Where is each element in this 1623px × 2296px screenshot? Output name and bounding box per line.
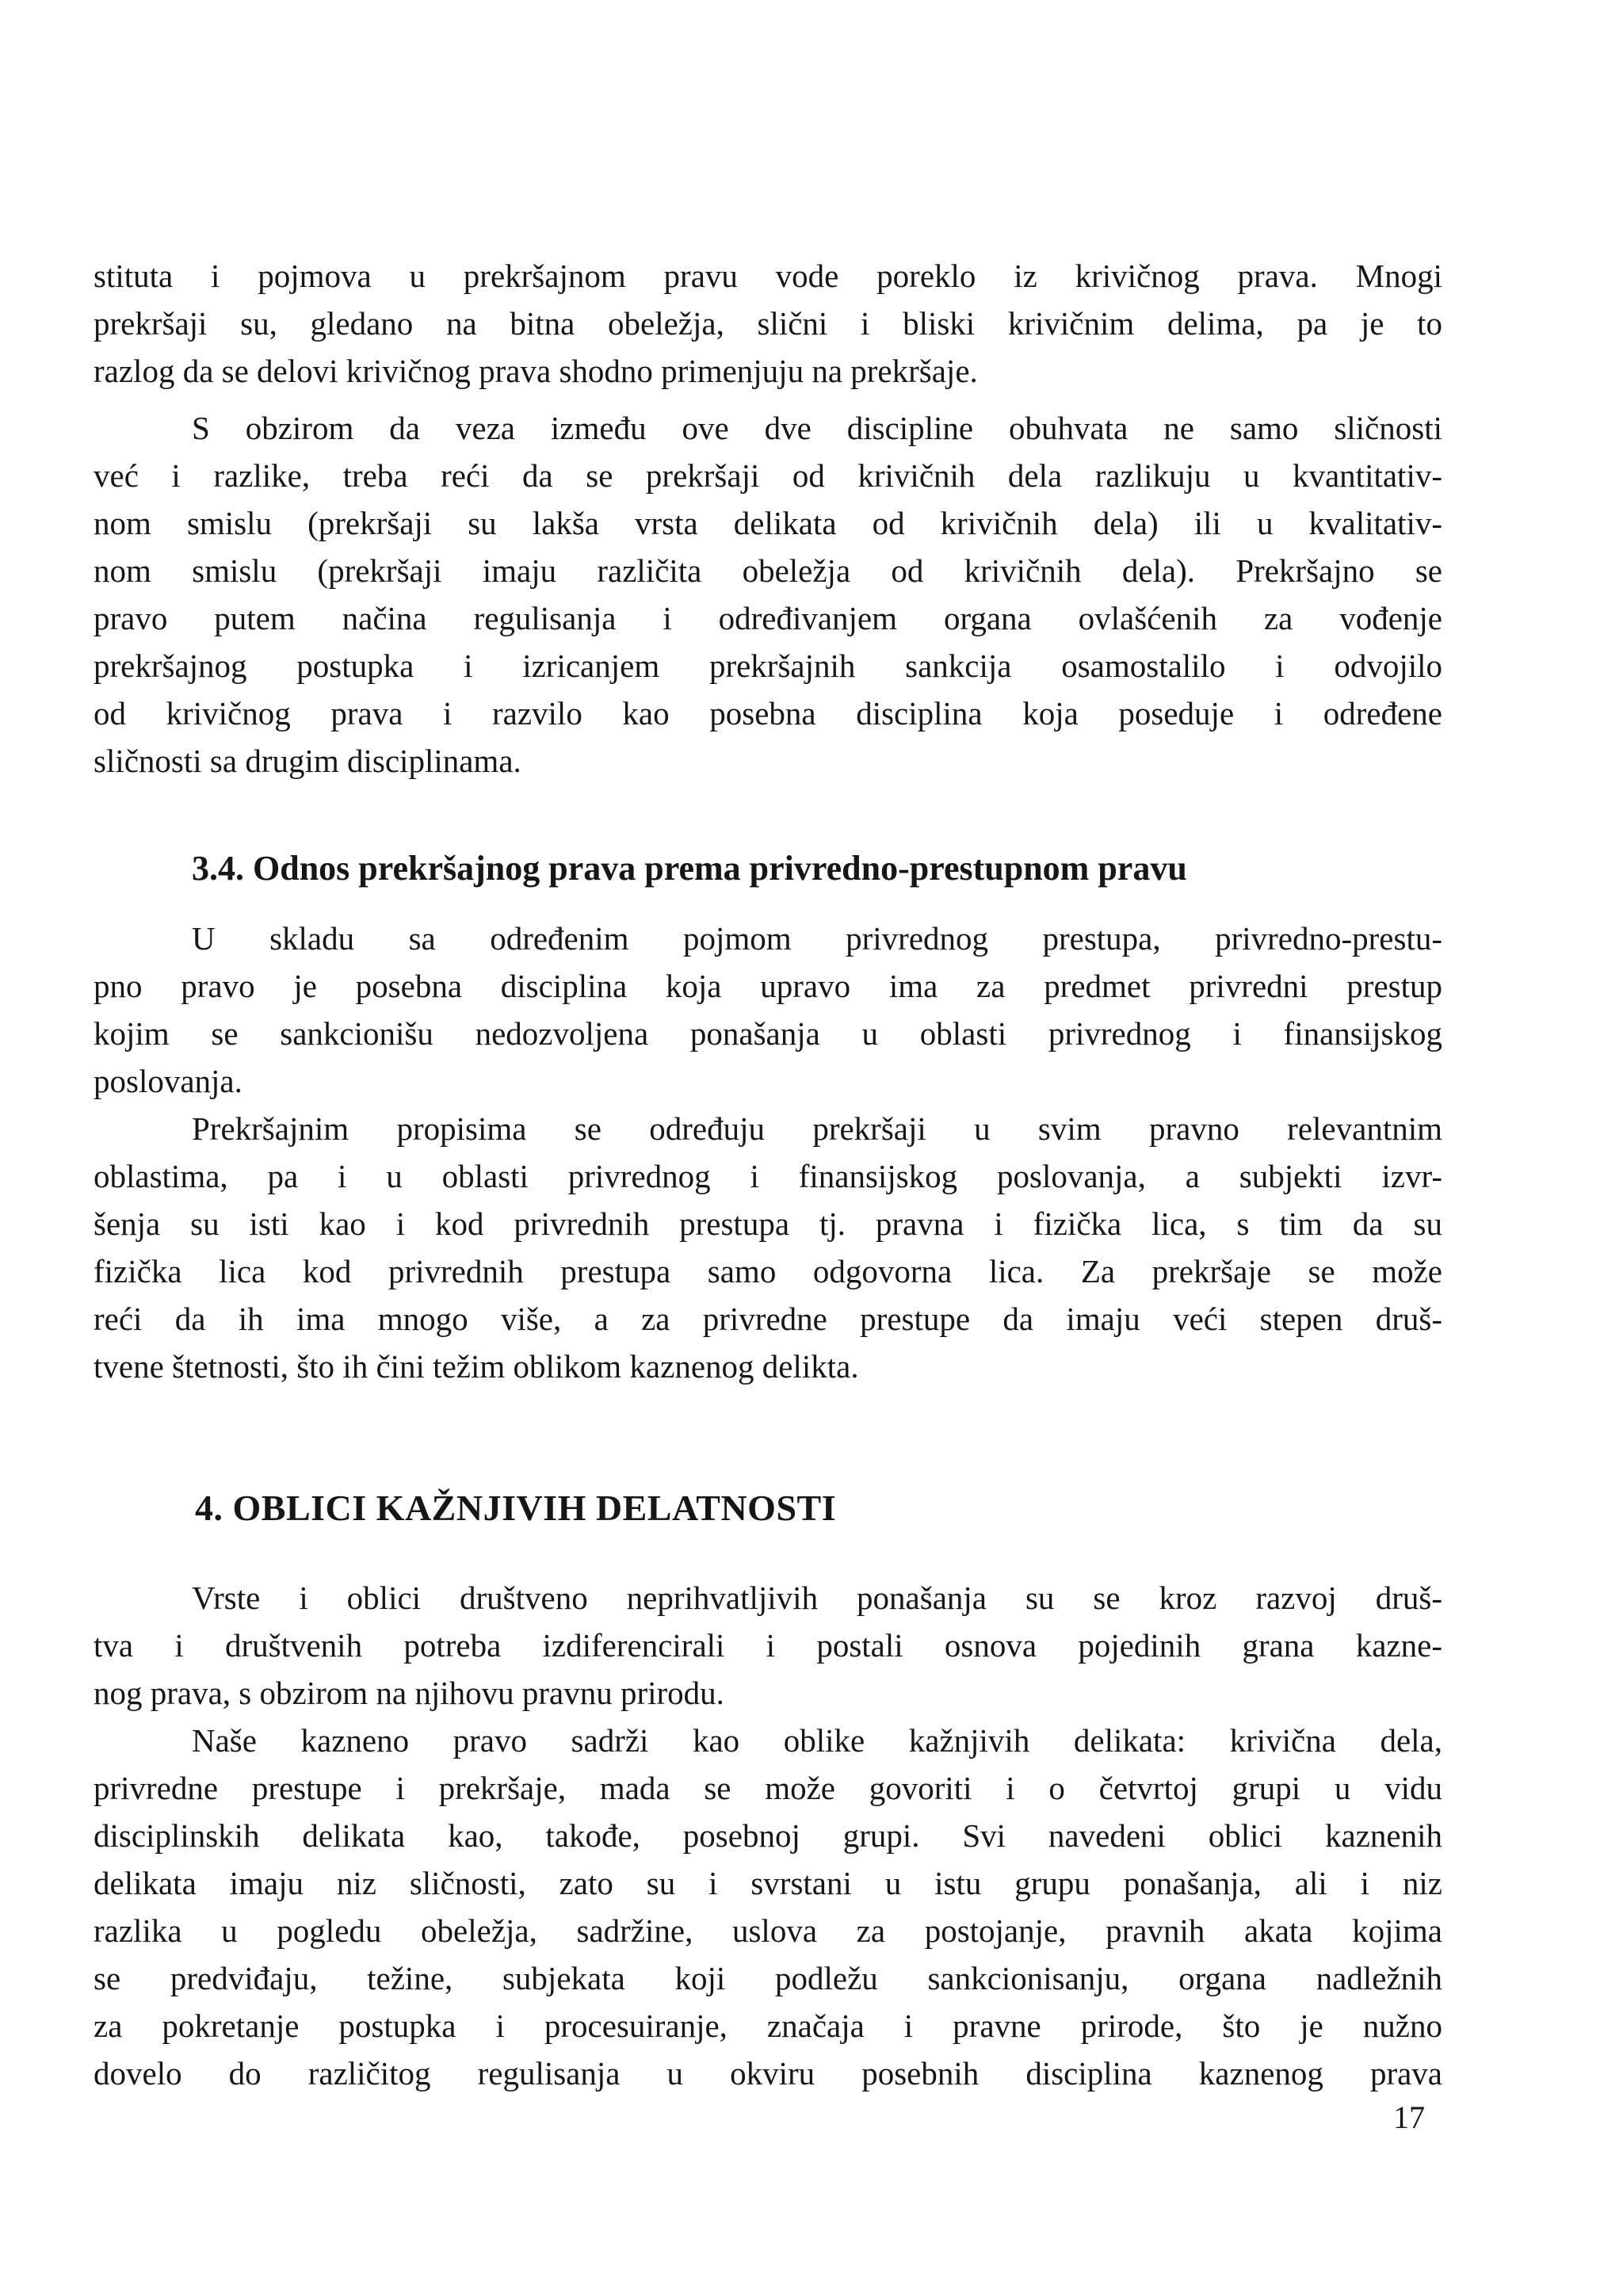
text-line: stituta i pojmova u prekršajnom pravu vode poreklo iz krivičnog prava. Mnogi (94, 258, 1442, 294)
text-line: Naše kazneno pravo sadrži kao oblike kažnjivih delikata: krivična dela, (192, 1722, 1442, 1759)
text-line: prekršajnog postupka i izricanjem prekršajnih sankcija osamostalilo i odvojilo (94, 648, 1442, 684)
text-line: disciplinskih delikata kao, takođe, posebnoj grupi. Svi navedeni oblici kaznenih (94, 1817, 1442, 1854)
text-line: reći da ih ima mnogo više, a za privredne prestupe da imaju veći stepen druš- (94, 1301, 1442, 1337)
text-line: se predviđaju, težine, subjekata koji podležu sankcionisanju, organa nadležnih (94, 1960, 1442, 1996)
text-line: nom smislu (prekršaji imaju različita obeležja od krivičnih dela). Prekršajno se (94, 552, 1442, 589)
paragraph (94, 1574, 1442, 1717)
paragraph (94, 915, 1442, 1105)
text-line: nom smislu (prekršaji su lakša vrsta delikata od krivičnih dela) ili u kvalitativ- (94, 505, 1442, 541)
text-line: dovelo do različitog regulisanja u okviru posebnih disciplina kaznenog prava (94, 2055, 1442, 2092)
paragraph (94, 1717, 1442, 2097)
text-line: S obzirom da veza između ove dve discipline obuhvata ne samo sličnosti (192, 410, 1442, 446)
chapter-heading: 4. OBLICI KAŽNJIVIH DELATNOSTI (195, 1488, 837, 1528)
page-number: 17 (1393, 2099, 1425, 2135)
text-line: Vrste i oblici društveno neprihvatljivih ponašanja su se kroz razvoj druš- (192, 1580, 1442, 1616)
text-line: fizička lica kod privrednih prestupa samo odgovorna lica. Za prekršaje se može (94, 1253, 1442, 1289)
paragraph (94, 404, 1442, 785)
text-line: sličnosti sa drugim disciplinama. (94, 743, 521, 779)
text-line: privredne prestupe i prekršaje, mada se može govoriti i o četvrtoj grupi u vidu (94, 1770, 1442, 1806)
text-line: delikata imaju niz sličnosti, zato su i svrstani u istu grupu ponašanja, ali i niz (94, 1865, 1442, 1901)
text-line: razlika u pogledu obeležja, sadržine, uslova za postojanje, pravnih akata kojima (94, 1912, 1442, 1949)
text-line: od krivičnog prava i razvilo kao posebna disciplina koja poseduje i određene (94, 695, 1442, 732)
text-line: pravo putem načina regulisanja i određivanjem organa ovlašćenih za vođenje (94, 600, 1442, 636)
text-line: pno pravo je posebna disciplina koja upravo ima za predmet privredni prestup (94, 968, 1442, 1004)
text-line: U skladu sa određenim pojmom privrednog prestupa, privredno-prestu- (192, 920, 1442, 957)
paragraph-continuation (94, 252, 1442, 395)
paragraph (94, 1105, 1442, 1390)
text-line: kojim se sankcionišu nedozvoljena ponašanja u oblasti privrednog i finansijskog (94, 1015, 1442, 1052)
text-line: za pokretanje postupka i procesuiranje, značaja i pravne prirode, što je nužno (94, 2008, 1442, 2044)
text-line: tva i društvenih potreba izdiferencirali i postali osnova pojedinih grana kazne- (94, 1627, 1442, 1664)
text-line: šenja su isti kao i kod privrednih prestupa tj. pravna i fizička lica, s tim da su (94, 1205, 1442, 1242)
text-line: prekršaji su, gledano na bitna obeležja, slični i bliski krivičnim delima, pa je to (94, 305, 1442, 342)
text-line: poslovanja. (94, 1063, 242, 1099)
text-line: Prekršajnim propisima se određuju prekršaji u svim pravno relevantnim (192, 1110, 1442, 1147)
text-line: već i razlike, treba reći da se prekršaji od krivičnih dela razlikuju u kvantitativ- (94, 457, 1442, 494)
text-line: tvene štetnosti, što ih čini težim oblikom kaznenog delikta. (94, 1348, 859, 1385)
text-line: nog prava, s obzirom na njihovu pravnu prirodu. (94, 1675, 724, 1711)
section-heading: 3.4. Odnos prekršajnog prava prema privredno-prestupnom pravu (192, 849, 1187, 888)
text-line: razlog da se delovi krivičnog prava shodno primenjuju na prekršaje. (94, 353, 978, 389)
text-line: oblastima, pa i u oblasti privrednog i finansijskog poslovanja, a subjekti izvr- (94, 1158, 1442, 1194)
